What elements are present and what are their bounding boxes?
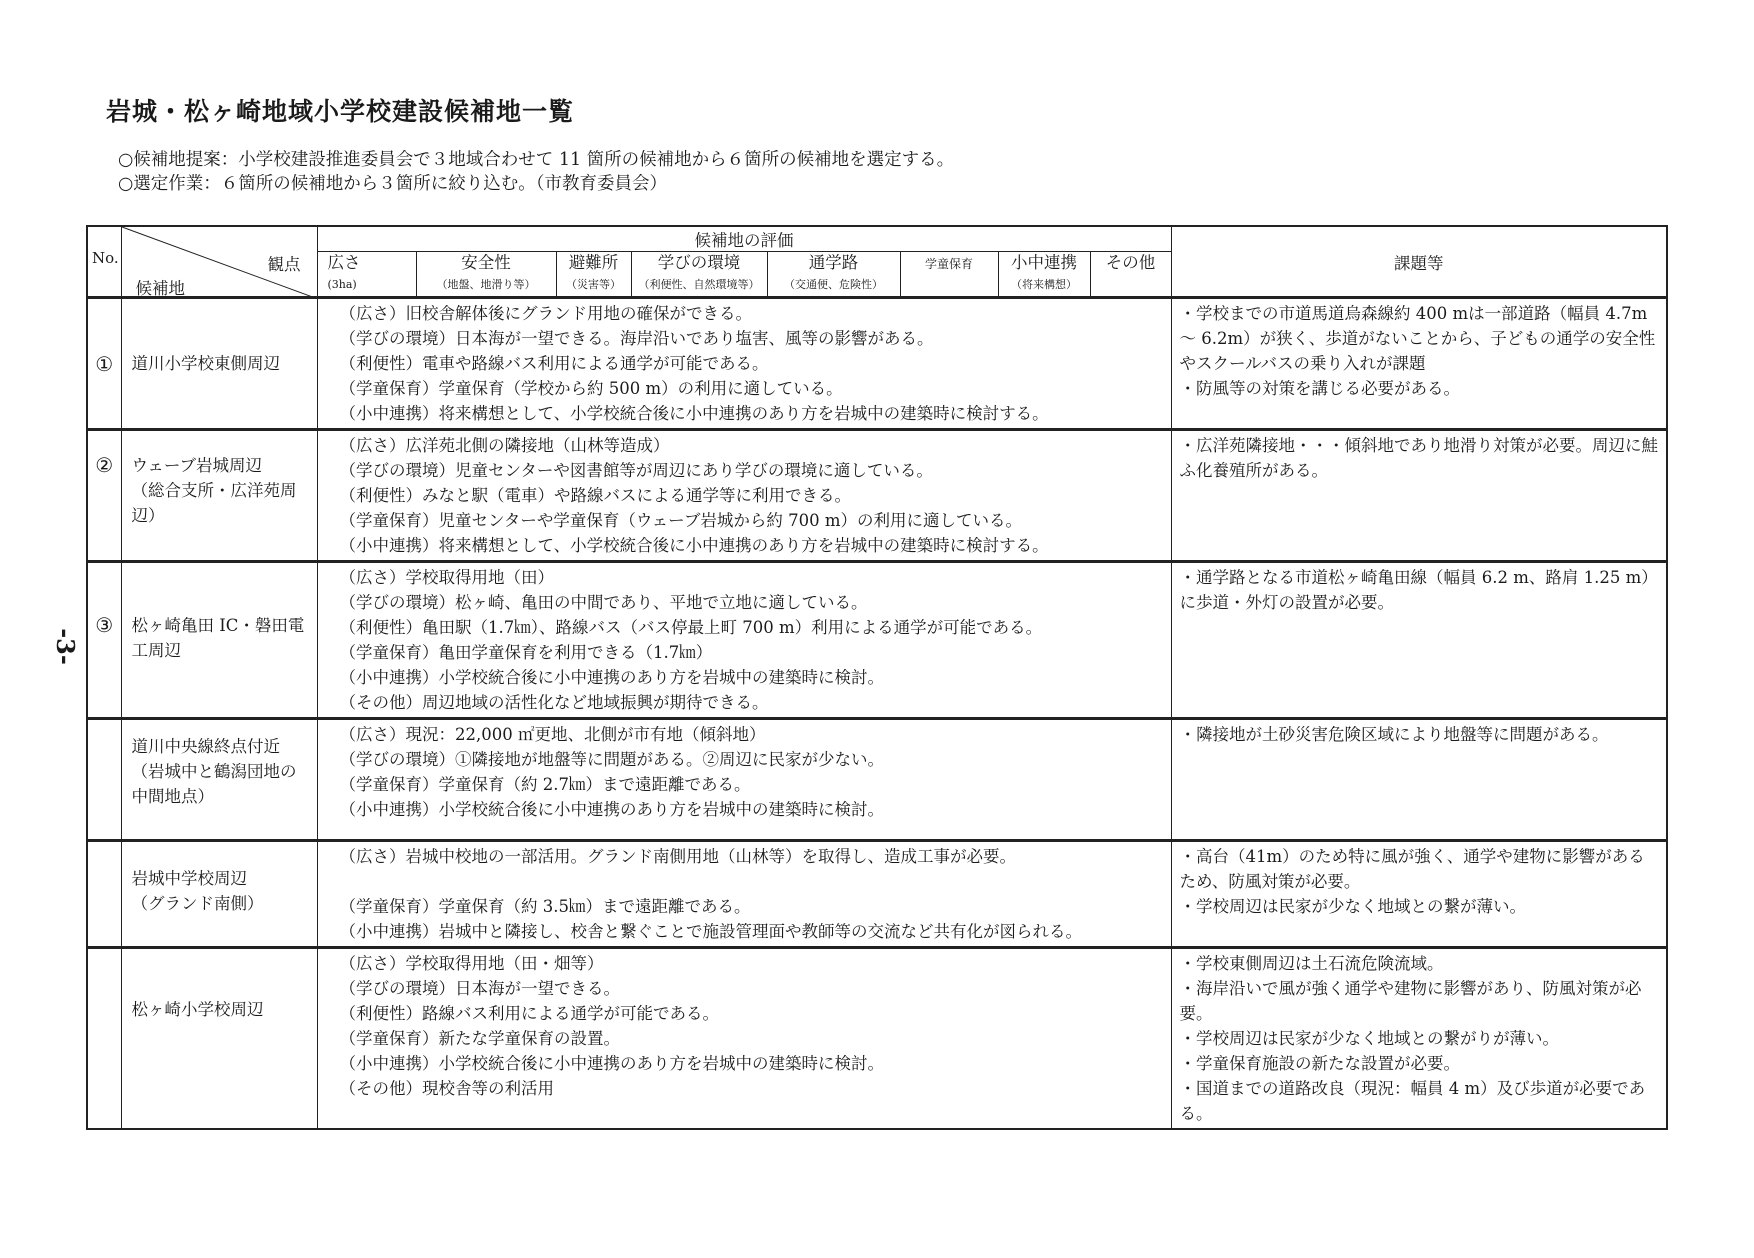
table-row: [87, 430, 1667, 562]
row-number: [87, 948, 121, 1130]
site-name: 道川小学校東側周辺: [121, 298, 317, 430]
site-name: 道川中央線終点付近 （岩城中と鶴潟団地の中間地点）: [121, 719, 317, 841]
header-diagonal-cell: [121, 226, 317, 298]
header-criterion-other: その他: [1090, 252, 1171, 298]
header-criterion-shelter: 避難所 （災害等）: [556, 252, 631, 298]
issues-cell: ・広洋苑隣接地・・・傾斜地であり地滑り対策が必要。周辺に鮭ふ化養殖所がある。: [1171, 430, 1667, 562]
header-criterion-learning-environment: 学びの環境 （利便性、自然環境等）: [631, 252, 767, 298]
site-name: ウェーブ岩城周辺 （総合支所・広洋苑周辺）: [121, 430, 317, 562]
evaluation-cell: （広さ）現況：22,000 ㎡更地、北側が市有地（傾斜地） （学びの環境）①隣接地が地盤等に問題がある。②周辺に民家が少ない。 （学童保育）学童保育（約 2.7㎞）まで遠距離である。 （小中連携）小学校統合後に小中連携のあり方を岩城中の建築時に検討。: [317, 719, 1171, 841]
evaluation-cell: （広さ）広洋苑北側の隣接地（山林等造成） （学びの環境）児童センターや図書館等が周辺にあり学びの環境に適している。 （利便性）みなと駅（電車）や路線バスによる通学等に利用できる。 （学童保育）児童センターや学童保育（ウェーブ岩城から約 700 m）の利用に適している。 （小中連携）将来構想として、小学校統合後に小中連携のあり方を岩城中の建築時に検討する。: [317, 430, 1171, 562]
header-criterion-size: 広さ (3ha): [317, 252, 416, 298]
issues-cell: ・通学路となる市道松ヶ崎亀田線（幅員 6.2 m、路肩 1.25 m）に歩道・外灯の設置が必要。: [1171, 562, 1667, 719]
issues-cell: ・学校までの市道馬道烏森線約 400 mは一部道路（幅員 4.7m ～ 6.2m）が狭く、歩道がないことから、子どもの通学の安全性やスクールバスの乗り入れが課題 ・防風等の対策を講じる必要がある。: [1171, 298, 1667, 430]
table-row: [87, 841, 1667, 948]
note-proposal: ○候補地提案：小学校建設推進委員会で３地域合わせて 11 箇所の候補地から６箇所の候補地を選定する。: [118, 150, 955, 170]
header-no: No.: [87, 226, 121, 298]
row-number: ②: [87, 430, 121, 562]
table-row: [87, 719, 1667, 841]
site-name: 岩城中学校周辺 （グランド南側）: [121, 841, 317, 948]
site-name: 松ヶ崎小学校周辺: [121, 948, 317, 1130]
header-evaluation-group: 候補地の評価: [317, 226, 1171, 252]
table-row: [87, 298, 1667, 430]
row-number: ③: [87, 562, 121, 719]
header-criterion-school-route: 通学路 （交通便、危険性）: [767, 252, 900, 298]
row-number: [87, 841, 121, 948]
notes: [118, 148, 954, 196]
header-viewpoint: 観点: [267, 255, 301, 274]
evaluation-cell: （広さ）学校取得用地（田） （学びの環境）松ヶ崎、亀田の中間であり、平地で立地に適している。 （利便性）亀田駅（1.7㎞）、路線バス（バス停最上町 700 m）利用による通学が可能である。 （学童保育）亀田学童保育を利用できる（1.7㎞） （小中連携）小学校統合後に小中連携のあり方を岩城中の建築時に検討。 （その他）周辺地域の活性化など地域振興が期待できる。: [317, 562, 1171, 719]
issues-cell: ・高台（41m）のため特に風が強く、通学や建物に影響があるため、防風対策が必要。 ・学校周辺は民家が少なく地域との繋が薄い。: [1171, 841, 1667, 948]
header-criterion-safety: 安全性 （地盤、地滑り等）: [416, 252, 556, 298]
row-number: [87, 719, 121, 841]
page-number: -3-: [50, 628, 80, 665]
table-row: [87, 562, 1667, 719]
page-title: 岩城・松ヶ崎地域小学校建設候補地一覧: [106, 97, 575, 126]
site-name: 松ヶ崎亀田 IC・磐田電工周辺: [121, 562, 317, 719]
candidate-site-table: [86, 225, 1668, 1130]
evaluation-cell: （広さ）旧校舎解体後にグランド用地の確保ができる。 （学びの環境）日本海が一望できる。海岸沿いであり塩害、風等の影響がある。 （利便性）電車や路線バス利用による通学が可能である。 （学童保育）学童保育（学校から約 500 m）の利用に適している。 （小中連携）将来構想として、小学校統合後に小中連携のあり方を岩城中の建築時に検討する。: [317, 298, 1171, 430]
table-row: [87, 948, 1667, 1130]
row-number: ①: [87, 298, 121, 430]
issues-cell: ・隣接地が土砂災害危険区域により地盤等に問題がある。: [1171, 719, 1667, 841]
header-criterion-school-cooperation: 小中連携 （将来構想）: [998, 252, 1090, 298]
evaluation-cell: （広さ）岩城中校地の一部活用。グランド南側用地（山林等）を取得し、造成工事が必要。 （学童保育）学童保育（約 3.5㎞）まで遠距離である。 （小中連携）岩城中と隣接し、校舎と繋ぐことで施設管理面や教師等の交流など共有化が図られる。: [317, 841, 1171, 948]
note-selection: ○選定作業：６箇所の候補地から３箇所に絞り込む。（市教育委員会）: [118, 174, 668, 194]
issues-cell: ・学校東側周辺は土石流危険流域。 ・海岸沿いで風が強く通学や建物に影響があり、防風対策が必要。 ・学校周辺は民家が少なく地域との繋がりが薄い。 ・学童保育施設の新たな設置が必要。 ・国道までの道路改良（現況：幅員 4 m）及び歩道が必要である。: [1171, 948, 1667, 1130]
evaluation-cell: （広さ）学校取得用地（田・畑等） （学びの環境）日本海が一望できる。 （利便性）路線バス利用による通学が可能である。 （学童保育）新たな学童保育の設置。 （小中連携）小学校統合後に小中連携のあり方を岩城中の建築時に検討。 （その他）現校舎等の利活用: [317, 948, 1171, 1130]
header-criterion-after-school-care: 学童保育: [900, 252, 998, 298]
blank-line: [340, 869, 1165, 894]
header-issues: 課題等: [1171, 226, 1667, 298]
header-site: 候補地: [135, 279, 185, 298]
